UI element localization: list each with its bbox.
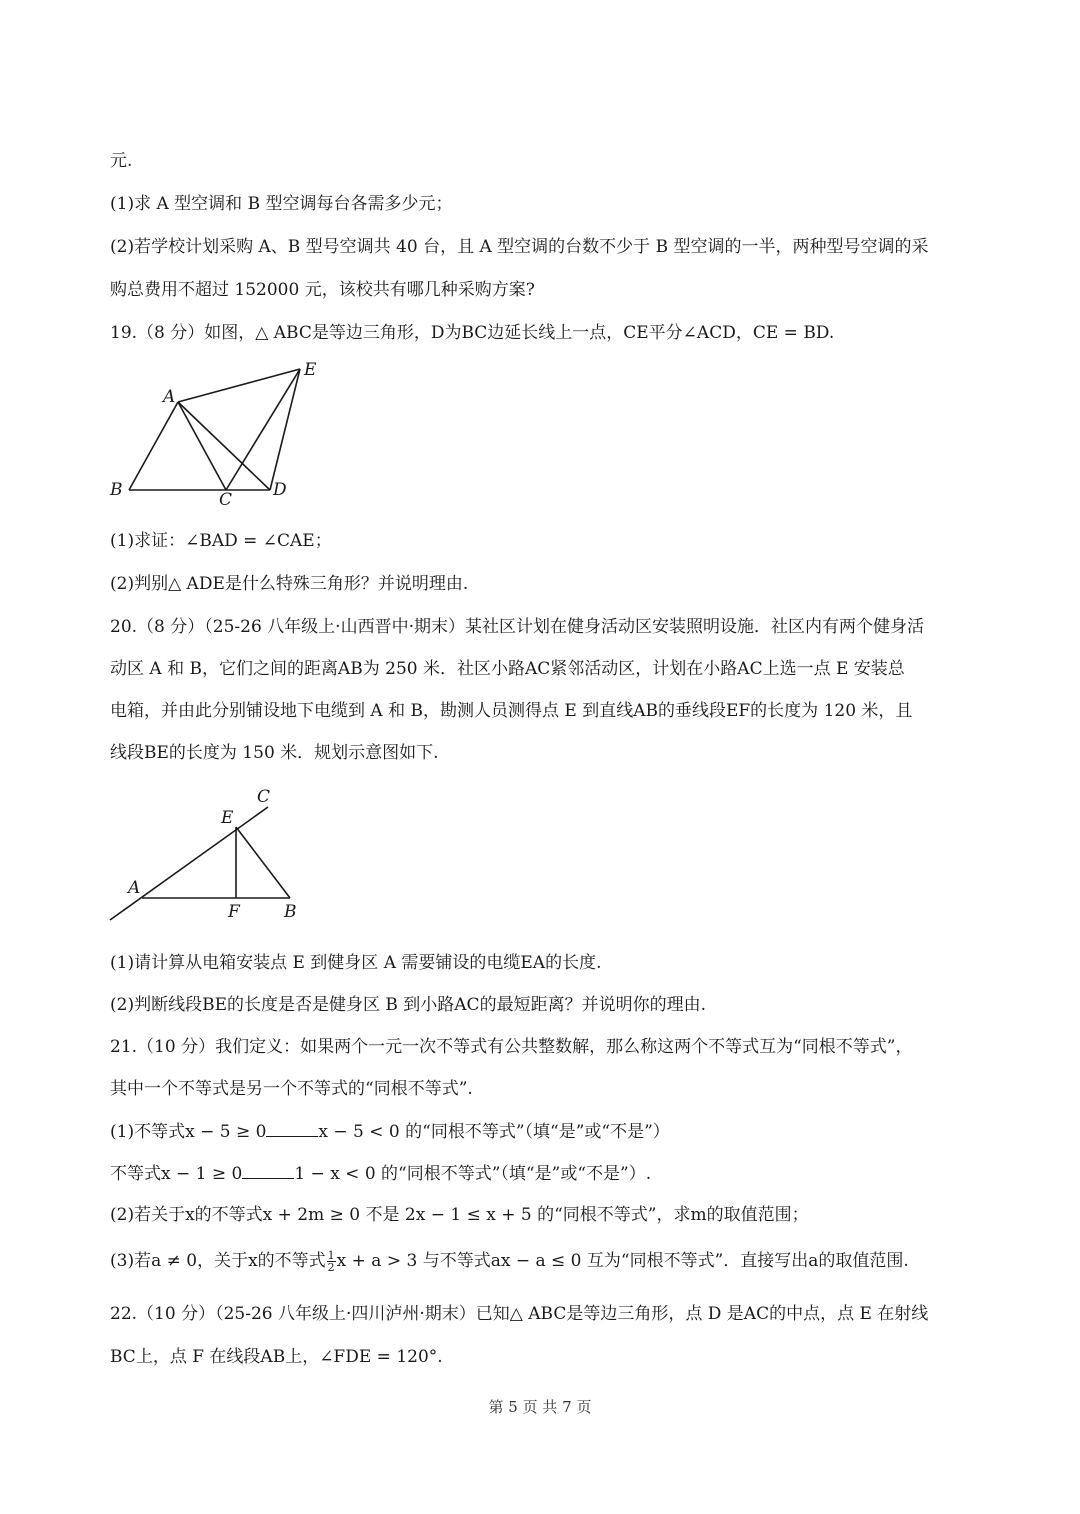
question-21-stem: 21.（10 分）我们定义：如果两个一元一次不等式有公共整数解，那么称这两个不等式互为“同根不等式”， (110, 1037, 913, 1057)
question-21-part-1a (110, 1120, 980, 1143)
point-label-e: E (304, 360, 317, 380)
question-21-part-1b (110, 1162, 980, 1185)
question-18-part-2: (2)若学校计划采购 A、B 型号空调共 40 台，且 A 型空调的台数不少于 B 型空调的一半，两种型号空调的采 (110, 237, 929, 257)
fraction-denominator: 2 (327, 1261, 335, 1274)
text-line: 元. (110, 151, 133, 171)
question-20-part-1: (1)请计算从电箱安装点 E 到健身区 A 需要铺设的电缆EA的长度. (110, 953, 602, 973)
text-line: 其中一个不等式是另一个不等式的“同根不等式”. (110, 1079, 473, 1099)
page-footer: 第 5 页 共 7 页 (488, 1398, 592, 1416)
question-20-stem: 20.（8 分）（25-26 八年级上·山西晋中·期末）某社区计划在健身活动区安装照明设施．社区内有两个健身活 (110, 617, 924, 637)
point-label-f: F (228, 902, 240, 922)
figure-20-plan (100, 780, 320, 925)
fraction-one-half (327, 1250, 336, 1273)
point-label-b: B (110, 480, 123, 500)
point-label-c: C (219, 490, 233, 510)
text-line: 购总费用不超过 152000 元，该校共有哪几种采购方案? (110, 280, 535, 300)
inequality-text: (3)若a ≠ 0，关于x的不等式 (110, 1251, 326, 1271)
inequality-text: x + a > 3 与不等式ax − a ≤ 0 互为“同根不等式”．直接写出a的取值范围. (336, 1251, 909, 1271)
text-line: 电箱，并由此分别铺设地下电缆到 A 和 B，勘测人员测得点 E 到直线AB的垂线段EF的长度为 120 米，且 (110, 701, 913, 721)
inequality-text: x − 5 < 0 的“同根不等式”（填“是”或“不是”） (318, 1122, 670, 1142)
question-22-stem: 22.（10 分）（25-26 八年级上·四川泸州·期末）已知△ ABC是等边三角形，点 D 是AC的中点，点 E 在射线 (110, 1304, 929, 1324)
text-line: 动区 A 和 B，它们之间的距离AB为 250 米．社区小路AC紧邻活动区，计划在小路AC上选一点 E 安装总 (110, 659, 905, 679)
figure-20-lines (110, 807, 290, 920)
question-21-part-3 (110, 1250, 980, 1273)
fraction-numerator: 1 (327, 1249, 335, 1262)
point-label-b: B (284, 902, 297, 922)
figure-19-lines (129, 369, 300, 490)
question-20-part-2: (2)判断线段BE的长度是否是健身区 B 到小路AC的最短距离？并说明你的理由. (110, 995, 706, 1015)
point-label-c: C (257, 787, 271, 807)
figure-19-triangle (100, 355, 340, 515)
inequality-text: 1 − x < 0 的“同根不等式”（填“是”或“不是”）. (294, 1164, 652, 1184)
question-18-part-1: (1)求 A 型空调和 B 型空调每台各需多少元； (110, 194, 453, 214)
answer-blank[interactable] (266, 1120, 318, 1137)
text-line: BC上，点 F 在线段AB上，∠FDE = 120°. (110, 1347, 443, 1367)
text-line: 线段BE的长度为 150 米．规划示意图如下. (110, 743, 439, 763)
point-label-a: A (128, 878, 141, 898)
point-label-a: A (163, 387, 176, 407)
question-19-part-1: (1)求证：∠BAD = ∠CAE； (110, 531, 332, 551)
question-19-part-2: (2)判别△ ADE是什么特殊三角形？并说明理由. (110, 574, 469, 594)
inequality-text: (1)不等式x − 5 ≥ 0 (110, 1122, 267, 1142)
answer-blank[interactable] (242, 1162, 294, 1179)
point-label-d: D (273, 480, 287, 500)
question-21-part-2: (2)若关于x的不等式x + 2m ≥ 0 不是 2x − 1 ≤ x + 5 的“同根不等式”，求m的取值范围； (110, 1205, 809, 1225)
inequality-text: 不等式x − 1 ≥ 0 (110, 1164, 243, 1184)
question-19-stem: 19.（8 分）如图，△ ABC是等边三角形，D为BC边延长线上一点，CE平分∠ACD，CE = BD. (110, 323, 835, 343)
point-label-e: E (221, 808, 234, 828)
